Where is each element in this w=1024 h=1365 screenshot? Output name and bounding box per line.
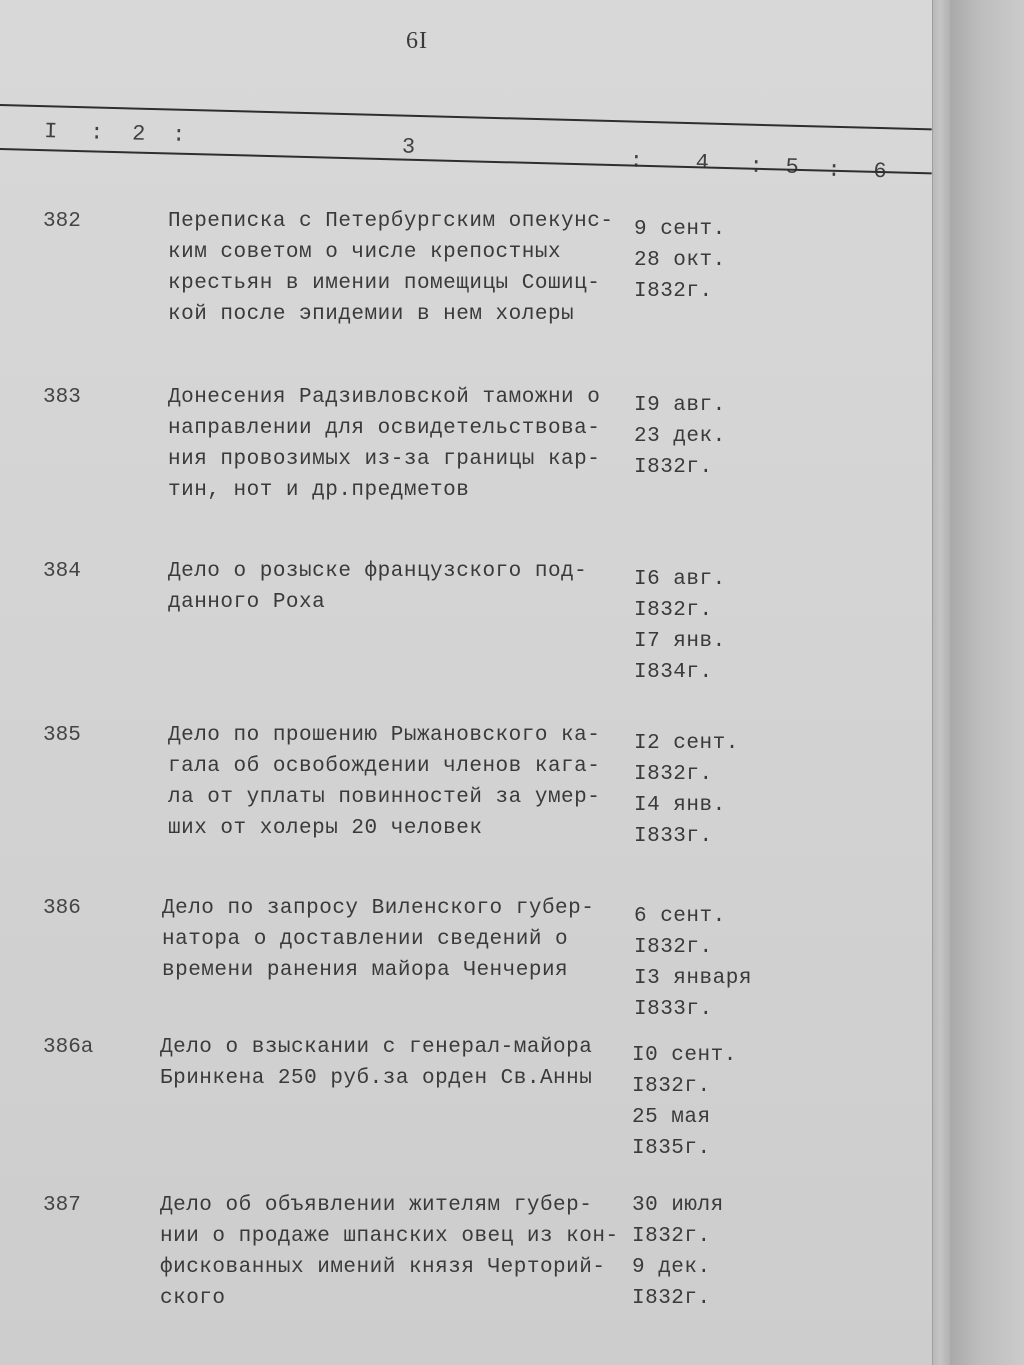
entry-date-line: I0 сент. <box>632 1044 737 1067</box>
entry-date-line: I7 янв. <box>634 630 726 653</box>
entry-number: 383 <box>43 386 81 409</box>
entry-title <box>168 206 638 330</box>
entry-title-line: гала об освобождении членов кага- <box>168 755 601 778</box>
entry-date-line: I4 янв. <box>634 794 726 817</box>
entry-date-line: I832г. <box>634 599 713 622</box>
entry-date-line: I832г. <box>634 280 713 303</box>
entry-date-line: I832г. <box>634 936 713 959</box>
column-header-4: 4 <box>695 150 710 176</box>
entry-date-line: I833г. <box>634 825 713 848</box>
entry-dates <box>632 1040 772 1164</box>
entry-date-line: 28 окт. <box>634 249 726 272</box>
column-header-2: 2 <box>131 121 146 147</box>
entry-date-line: 9 дек. <box>632 1256 711 1279</box>
column-separator: : <box>171 122 186 148</box>
column-header-1: I <box>43 119 58 145</box>
entry-title <box>168 556 638 618</box>
entry-title-line: ким советом о числе крепостных <box>168 241 562 264</box>
entry-date-line: I833г. <box>634 998 713 1021</box>
entry-date-line: I832г. <box>634 763 713 786</box>
entry-title-line: ния провозимых из-за границы кар- <box>168 448 601 471</box>
entry-title-line: времени ранения майора Ченчерия <box>162 959 569 982</box>
entry-dates <box>634 901 774 1025</box>
entry-title-line: направлении для освидетельствова- <box>168 417 601 440</box>
column-separator: : <box>749 153 764 179</box>
entry-date-line: 9 сент. <box>634 218 726 241</box>
entry-date-line: I2 сент. <box>634 732 739 755</box>
entry-date-line: I9 авг. <box>634 394 726 417</box>
adjacent-page <box>950 0 1024 1365</box>
entry-date-line: I832г. <box>634 456 713 479</box>
entry-title-line: Дело о розыске французского под- <box>168 560 588 583</box>
page-number: 6I <box>406 28 428 54</box>
entry-title-line: ла от уплаты повинностей за умер- <box>168 786 601 809</box>
entry-title-line: Донесения Радзивловской таможни о <box>168 386 601 409</box>
entry-dates <box>634 214 774 307</box>
entry-number: 384 <box>43 560 81 583</box>
entry-number: 386 <box>43 897 81 920</box>
entry-title <box>162 893 632 986</box>
entry-date-line: 30 июля <box>632 1194 724 1217</box>
entry-date-line: 25 мая <box>632 1106 711 1129</box>
entry-title-line: нии о продаже шпанских овец из кон- <box>160 1225 619 1248</box>
entry-date-line: I3 января <box>634 967 752 990</box>
entry-title-line: ского <box>160 1287 226 1310</box>
entry-date-line: I832г. <box>632 1225 711 1248</box>
entry-number: 387 <box>43 1194 81 1217</box>
entry-dates <box>634 564 774 688</box>
entry-date-line: I832г. <box>632 1287 711 1310</box>
entry-title-line: кой после эпидемии в нем холеры <box>168 303 575 326</box>
entry-number: 382 <box>43 210 81 233</box>
column-header-row <box>0 118 930 182</box>
entry-title <box>160 1032 630 1094</box>
entry-title-line: натора о доставлении сведений о <box>162 928 569 951</box>
entry-title-line: фискованных имений князя Черторий- <box>160 1256 606 1279</box>
entry-date-line: I832г. <box>632 1075 711 1098</box>
entry-title-line: Дело по прошению Рыжановского ка- <box>168 724 601 747</box>
column-header-3: 3 <box>401 134 416 160</box>
entry-number: 386а <box>43 1036 94 1059</box>
entry-title-line: Дело об объявлении жителям губер- <box>160 1194 593 1217</box>
page-fold-edge <box>932 0 951 1365</box>
entry-title <box>168 382 638 506</box>
entry-dates <box>634 728 774 852</box>
entry-date-line: 6 сент. <box>634 905 726 928</box>
entry-title-line: тин, нот и др.предметов <box>168 479 470 502</box>
entry-date-line: I835г. <box>632 1137 711 1160</box>
column-separator: : <box>89 120 104 146</box>
entry-title <box>160 1190 630 1314</box>
column-header-5: 5 <box>785 154 800 180</box>
entry-number: 385 <box>43 724 81 747</box>
entry-title-line: ших от холеры 20 человек <box>168 817 483 840</box>
entry-title <box>168 720 638 844</box>
entry-title-line: Дело по запросу Виленского губер- <box>162 897 595 920</box>
entry-title-line: крестьян в имении помещицы Сошиц- <box>168 272 601 295</box>
entry-title-line: Бринкена 250 руб.за орден Св.Анны <box>160 1067 593 1090</box>
entry-date-line: I834г. <box>634 661 713 684</box>
entry-dates <box>634 390 774 483</box>
entry-title-line: Дело о взыскании с генерал-майора <box>160 1036 593 1059</box>
entry-title-line: данного Роха <box>168 591 326 614</box>
entry-dates <box>632 1190 772 1314</box>
entry-date-line: I6 авг. <box>634 568 726 591</box>
entry-title-line: Переписка с Петербургским опекунс- <box>168 210 614 233</box>
column-separator: : <box>629 148 644 174</box>
entry-date-line: 23 дек. <box>634 425 726 448</box>
